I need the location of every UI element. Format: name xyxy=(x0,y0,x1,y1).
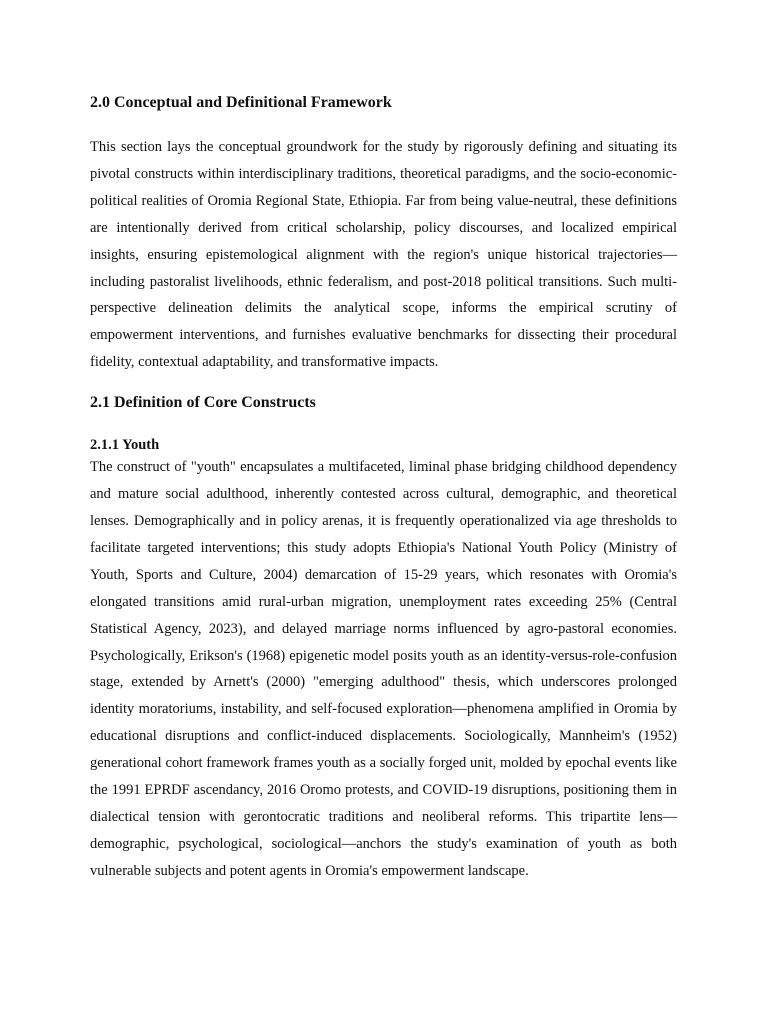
youth-paragraph: The construct of "youth" encapsulates a multifaceted, liminal phase bridging childhood dependency and mature social adulthood, inherently contested across cultural, demographic, and theoretical lenses. Demographically and in policy arenas, it is frequently operationalized via age thresholds to facilitate targeted interventions; this study adopts Ethiopia's National Youth Policy (Ministry of Youth, Sports and Culture, 2004) demarcation of 15-29 years, which resonates with Oromia's elongated transitions amid rural-urban migration, unemployment rates exceeding 25% (Central Statistical Agency, 2023), and delayed marriage norms influenced by agro-pastoral economies. Psychologically, Erikson's (1968) epigenetic model posits youth as an identity-versus-role-confusion stage, extended by Arnett's (2000) "emerging adulthood" thesis, which underscores prolonged identity moratoriums, instability, and self-focused exploration—phenomena amplified in Oromia by educational disruptions and conflict-induced displacements. Sociologically, Mannheim's (1952) generational cohort framework frames youth as a socially forged unit, molded by epochal events like the 1991 EPRDF ascendancy, 2016 Oromo protests, and COVID-19 disruptions, positioning them in dialectical tension with gerontocratic traditions and neoliberal reforms. This tripartite lens—demographic, psychological, sociological—anchors the study's examination of youth as both vulnerable subjects and potent agents in Oromia's empowerment landscape. xyxy=(90,459,677,879)
subsection-heading-2-1-1: 2.1.1 Youth xyxy=(90,437,160,454)
intro-paragraph: This section lays the conceptual groundwork for the study by rigorously defining and situating its pivotal constructs within interdisciplinary traditions, theoretical paradigms, and the socio-economic-political realities of Oromia Regional State, Ethiopia. Far from being value-neutral, these definitions are intentionally derived from critical scholarship, policy discourses, and localized empirical insights, ensuring epistemological alignment with the region's unique historical trajectories—including pastoralist livelihoods, ethnic federalism, and post-2018 political transitions. Such multi-perspective delineation delimits the analytical scope, informs the empirical scrutiny of empowerment interventions, and furnishes evaluative benchmarks for dissecting their procedural fidelity, contextual adaptability, and transformative impacts. xyxy=(90,139,677,371)
document-page xyxy=(90,88,677,885)
section-heading-2-0: 2.0 Conceptual and Definitional Framework xyxy=(90,94,392,111)
section-heading-2-1: 2.1 Definition of Core Constructs xyxy=(90,394,316,412)
